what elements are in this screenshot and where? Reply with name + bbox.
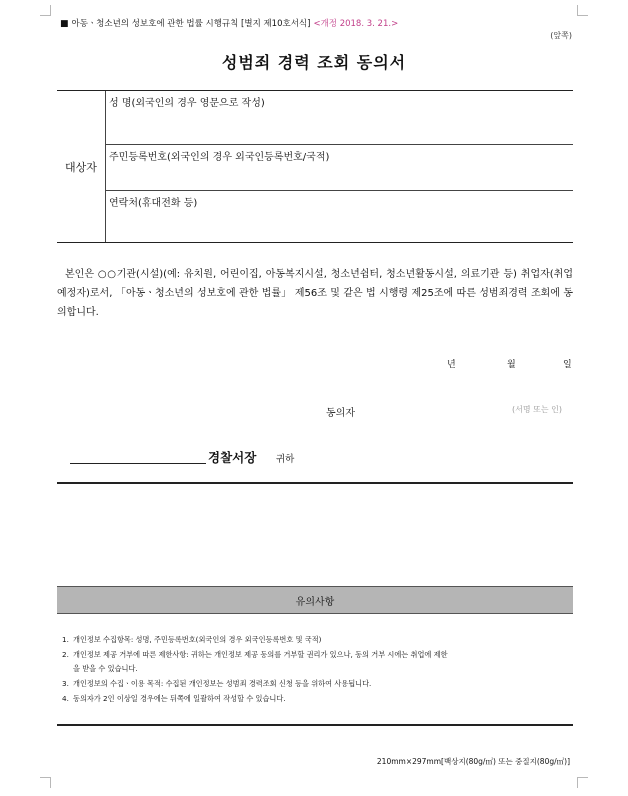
id-number-field-label: 주민등록번호(외국인의 경우 외국인등록번호/국적) bbox=[109, 152, 330, 163]
date-year-label: 년 bbox=[447, 360, 456, 370]
law-reference: 아동ㆍ청소년의 성보호에 관한 법률 시행규칙 [별지 제10호서식] bbox=[71, 19, 311, 29]
notice-item-text: 개인정보의 수집ㆍ이용 목적: 수집된 개인정보는 성범죄 경력조회 신청 등을 위하여 사용됩니다. bbox=[73, 678, 372, 688]
notice-item-continuation: 을 받을 수 있습니다. bbox=[73, 663, 138, 673]
document-title: 성범죄 경력 조회 동의서 bbox=[221, 53, 407, 72]
date-day-label: 일 bbox=[563, 360, 572, 370]
subject-label: 대상자 bbox=[57, 91, 106, 242]
crop-mark-top-right bbox=[577, 5, 588, 16]
subject-table bbox=[57, 90, 573, 243]
notice-list bbox=[62, 633, 570, 707]
id-number-field[interactable] bbox=[105, 145, 573, 191]
police-station-blank[interactable] bbox=[70, 462, 206, 464]
notice-item bbox=[62, 692, 570, 706]
revision-date: <개정 2018. 3. 21.> bbox=[313, 19, 399, 29]
notice-item-number: 1. bbox=[62, 635, 69, 644]
bottom-divider bbox=[57, 724, 573, 726]
notice-item bbox=[62, 677, 570, 691]
page-side-label: (앞쪽) bbox=[550, 31, 572, 40]
form-header bbox=[60, 17, 398, 29]
signature-note: (서명 또는 인) bbox=[512, 405, 562, 414]
notice-title: 유의사항 bbox=[295, 596, 335, 608]
name-field-label: 성 명(외국인의 경우 영문으로 작성) bbox=[109, 98, 265, 109]
consent-statement: 본인은 ○○기관(시설)(예: 유치원, 어린이집, 아동복지시설, 청소년쉼터, 청소년활동시설, 의료기관 등) 취업자(취업예정자)로서, 「아동ㆍ청소년의 성보호에 관한 법률」 제56조 및 같은 법 시행령 제25조에 따른 성범죄경력 조회에 동의합니다. bbox=[57, 269, 573, 318]
signer-label: 동의자 bbox=[326, 408, 355, 419]
notice-item-text: 개인정보 수집항목: 성명, 주민등록번호(외국인의 경우 외국인등록번호 및 국적) bbox=[73, 635, 322, 644]
crop-mark-bottom-right bbox=[577, 777, 588, 788]
notice-item-number: 4. bbox=[62, 693, 69, 703]
notice-header bbox=[57, 586, 573, 614]
contact-field[interactable] bbox=[105, 191, 573, 242]
recipient-suffix: 귀하 bbox=[276, 454, 295, 465]
crop-mark-top-left bbox=[40, 5, 51, 16]
notice-item-text: 개인정보 제공 거부에 따른 제한사항: 귀하는 개인정보 제공 동의를 거부할 권리가 있으나, 동의 거부 시에는 취업에 제한 bbox=[73, 650, 448, 659]
notice-item-number: 3. bbox=[62, 678, 69, 688]
square-bullet-icon: ■ bbox=[60, 19, 69, 29]
notice-item bbox=[62, 633, 570, 647]
notice-item-text: 동의자가 2인 이상일 경우에는 뒤쪽에 일괄하여 작성할 수 있습니다. bbox=[73, 693, 286, 703]
notice-item-number: 2. bbox=[62, 650, 69, 659]
police-chief-label: 경찰서장 bbox=[208, 450, 257, 465]
paper-spec: 210mm×297mm[백상지(80g/㎡) 또는 중질지(80g/㎡)] bbox=[376, 757, 570, 766]
section-divider bbox=[57, 482, 573, 484]
crop-mark-bottom-left bbox=[40, 777, 51, 788]
date-month-label: 월 bbox=[507, 360, 516, 370]
notice-item bbox=[62, 648, 570, 675]
contact-field-label: 연락처(휴대전화 등) bbox=[109, 198, 198, 209]
name-field[interactable] bbox=[105, 91, 573, 145]
